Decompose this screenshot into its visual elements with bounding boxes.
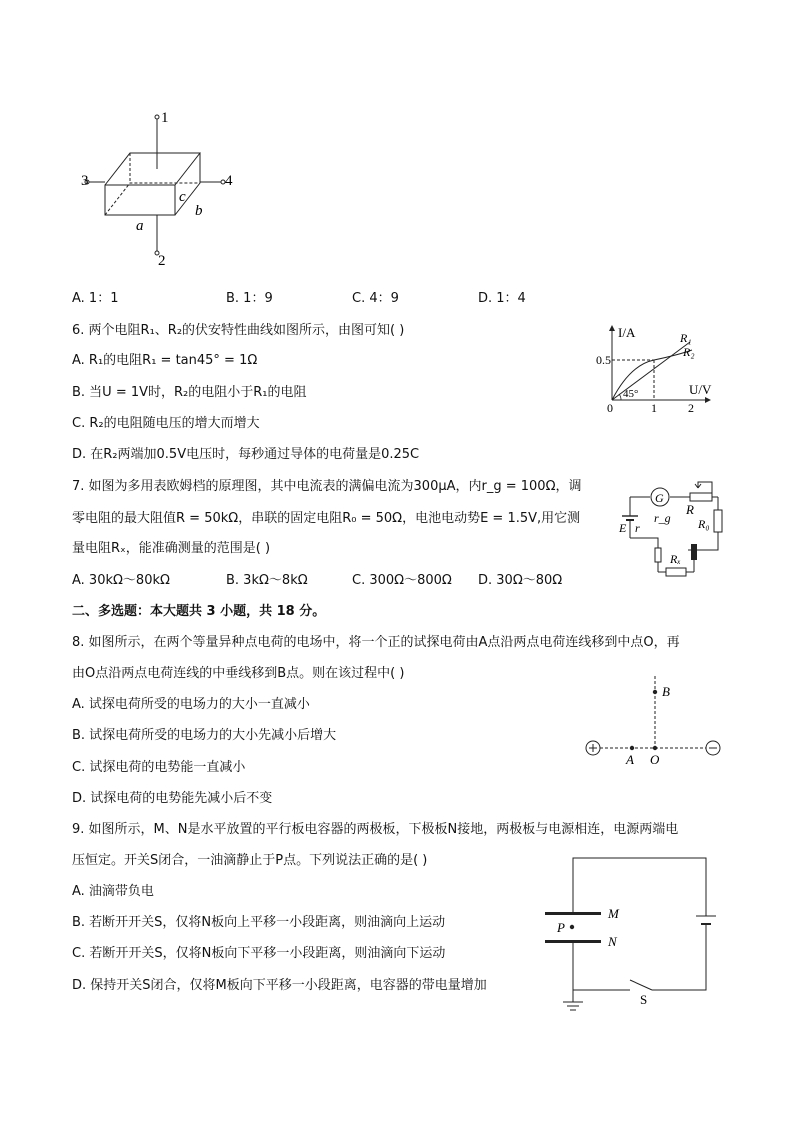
q9-option-a[interactable]: A. 油滴带负电 xyxy=(72,884,154,899)
q6-option-c[interactable]: C. R₂的电阻随电压的增大而增大 xyxy=(72,416,260,431)
iv-x-tick-1: 1 xyxy=(651,401,657,415)
R0-label: R₀ xyxy=(698,517,710,531)
r-label: r xyxy=(635,521,640,535)
probe-left xyxy=(655,548,661,562)
q5-option-d[interactable]: D. 1：4 xyxy=(478,291,526,306)
switch-S-label: S xyxy=(640,992,648,1007)
plate-N xyxy=(545,940,601,943)
q9-option-d[interactable]: D. 保持开关S闭合，仅将M板向下平移一小段距离，电容器的带电量增加 xyxy=(72,978,487,993)
terminal-3-label: 3 xyxy=(81,173,89,189)
capacitor-circuit xyxy=(540,852,725,1017)
plate-M xyxy=(545,912,601,915)
q7-line-3: 量电阻Rₓ，能准确测量的范围是( ) xyxy=(72,541,271,556)
galvanometer-label: G xyxy=(655,491,664,505)
probe-right xyxy=(691,544,697,560)
point-B-label: B xyxy=(662,684,670,699)
q8-option-b[interactable]: B. 试探电荷所受的电场力的大小先减小后增大 xyxy=(72,728,337,743)
section-2-heading: 二、多选题：本大题共 3 小题，共 18 分。 xyxy=(72,604,326,619)
point-A xyxy=(630,746,634,750)
R-label: R xyxy=(686,502,694,517)
rg-label: r_g xyxy=(654,511,671,525)
terminal-4-label: 4 xyxy=(225,173,233,189)
iv-x-label: U/V xyxy=(689,382,712,397)
q9-line-2: 压恒定。开关S闭合，一油滴静止于P点。下列说法正确的是( ) xyxy=(72,853,428,868)
ohmmeter-circuit xyxy=(618,480,728,580)
plate-M-label: M xyxy=(608,906,619,921)
q7-line-2: 零电阻的最大阻值R = 50kΩ，串联的固定电阻R₀ = 50Ω，电池电动势E = 1.5V,用它测 xyxy=(72,511,581,526)
q5-option-c[interactable]: C. 4：9 xyxy=(352,291,399,306)
terminal-2-label: 2 xyxy=(158,253,166,269)
iv-r1-label: R₁ xyxy=(680,331,692,345)
q8-option-a[interactable]: A. 试探电荷所受的电场力的大小一直减小 xyxy=(72,697,310,712)
iv-y-label: I/A xyxy=(618,325,636,340)
edge-b-label: b xyxy=(195,203,203,219)
iv-r2-label: R₂ xyxy=(683,345,695,359)
q8-option-d[interactable]: D. 试探电荷的电势能先减小后不变 xyxy=(72,791,273,806)
q6-stem: 6. 两个电阻R₁、R₂的伏安特性曲线如图所示，由图可知( ) xyxy=(72,323,405,338)
q7-option-d[interactable]: D. 30Ω～80Ω xyxy=(478,573,563,588)
iv-x-tick-0: 0 xyxy=(607,401,613,415)
q5-option-a[interactable]: A. 1：1 xyxy=(72,291,119,306)
iv-graph xyxy=(590,320,715,415)
q9-option-b[interactable]: B. 若断开开关S，仅将N板向上平移一小段距离，则油滴向上运动 xyxy=(72,915,446,930)
Rx-label: Rₓ xyxy=(670,552,681,566)
charges-figure xyxy=(584,672,724,772)
resistor-Rx xyxy=(666,568,686,576)
q8-line-2: 由O点沿两点电荷连线的中垂线移到B点。则在该过程中( ) xyxy=(72,666,405,681)
iv-y-tick: 0.5 xyxy=(596,353,611,367)
q6-option-b[interactable]: B. 当U = 1V时，R₂的电阻小于R₁的电阻 xyxy=(72,385,307,400)
edge-c-label: c xyxy=(179,189,186,205)
edge-a-label: a xyxy=(136,218,144,234)
point-O xyxy=(653,746,657,750)
q8-option-c[interactable]: C. 试探电荷的电势能一直减小 xyxy=(72,760,246,775)
q7-line-1: 7. 如图为多用表欧姆档的原理图，其中电流表的满偏电流为300μA，内r_g = 100Ω，调 xyxy=(72,479,582,494)
plate-N-label: N xyxy=(608,934,617,949)
q6-option-a[interactable]: A. R₁的电阻R₁ = tan45° = 1Ω xyxy=(72,353,258,368)
q7-option-a[interactable]: A. 30kΩ～80kΩ xyxy=(72,573,170,588)
resistor-R0 xyxy=(714,510,722,532)
point-O-label: O xyxy=(650,752,660,767)
q7-option-b[interactable]: B. 3kΩ～8kΩ xyxy=(226,573,308,588)
q8-line-1: 8. 如图所示，在两个等量异种点电荷的电场中，将一个正的试探电荷由A点沿两点电荷连线移到中点O，再 xyxy=(72,635,680,650)
E-label: E xyxy=(619,521,627,535)
q7-option-c[interactable]: C. 300Ω～800Ω xyxy=(352,573,452,588)
oil-drop-P xyxy=(570,925,574,929)
terminal-1-label: 1 xyxy=(161,110,169,126)
q6-option-d[interactable]: D. 在R₂两端加0.5V电压时，每秒通过导体的电荷量是0.25C xyxy=(72,447,420,462)
point-P-label: P xyxy=(557,920,565,935)
iv-x-tick-2: 2 xyxy=(688,401,694,415)
block-figure xyxy=(75,105,245,275)
point-A-label: A xyxy=(626,752,634,767)
rheostat-R xyxy=(690,493,712,501)
q9-option-c[interactable]: C. 若断开开关S，仅将N板向下平移一小段距离，则油滴向下运动 xyxy=(72,946,446,961)
iv-angle-label: 45° xyxy=(623,388,639,400)
point-B xyxy=(653,690,657,694)
q5-option-b[interactable]: B. 1：9 xyxy=(226,291,273,306)
q9-line-1: 9. 如图所示，M、N是水平放置的平行板电容器的两极板，下极板N接地，两极板与电源相连，电源两端电 xyxy=(72,822,679,837)
